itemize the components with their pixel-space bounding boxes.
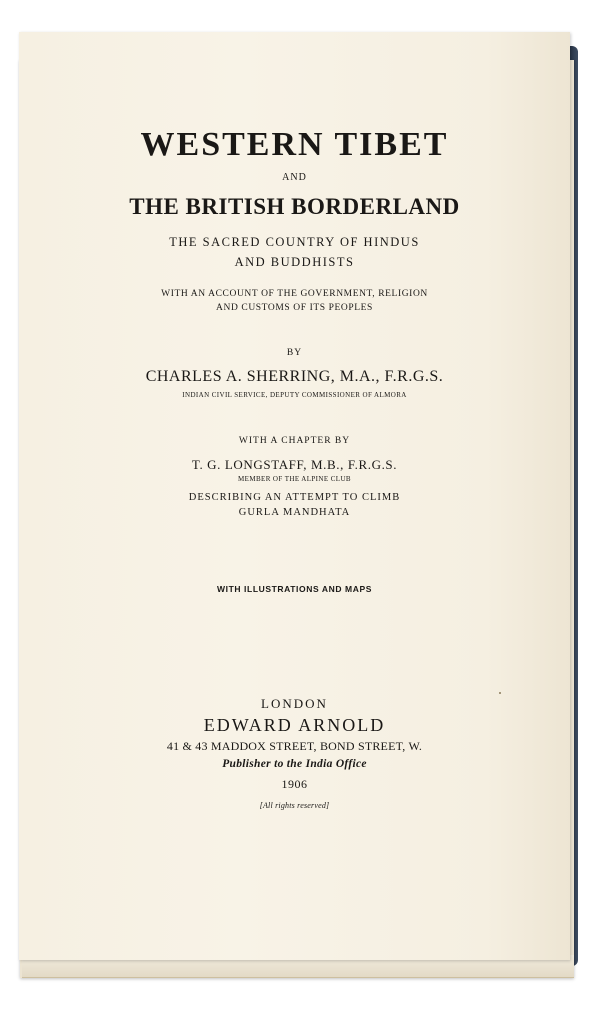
chapter-by-label: WITH A CHAPTER BY — [238, 436, 351, 446]
account-line-1: WITH AN ACCOUNT OF THE GOVERNMENT, RELIGION — [161, 289, 428, 299]
author-name: CHARLES A. SHERRING, M.A., F.R.G.S. — [145, 368, 444, 385]
description-line-2: AND BUDDHISTS — [234, 255, 355, 269]
illustrations-note: WITH ILLUSTRATIONS AND MAPS — [216, 584, 373, 594]
publisher-note: Publisher to the India Office — [222, 758, 367, 770]
book-subtitle: THE BRITISH BORDERLAND — [129, 194, 460, 219]
publication-place: LONDON — [261, 696, 328, 711]
by-label: BY — [286, 348, 303, 358]
paper-speck — [499, 692, 501, 694]
title-conjunction: AND — [282, 172, 307, 183]
publisher-name: EDWARD ARNOLD — [203, 715, 386, 735]
publication-year: 1906 — [281, 777, 308, 791]
publisher-address: 41 & 43 MADDOX STREET, BOND STREET, W. — [166, 739, 423, 753]
contributor-name: T. G. LONGSTAFF, M.B., F.R.G.S. — [191, 457, 398, 472]
chapter-description-line-1: DESCRIBING AN ATTEMPT TO CLIMB — [188, 492, 401, 503]
contributor-role: MEMBER OF THE ALPINE CLUB — [238, 475, 351, 483]
rights-notice: [All rights reserved] — [259, 801, 330, 810]
title-page — [19, 32, 570, 960]
chapter-description-line-2: GURLA MANDHATA — [238, 507, 351, 518]
description-line-1: THE SACRED COUNTRY OF HINDUS — [169, 235, 420, 249]
account-line-2: AND CUSTOMS OF ITS PEOPLES — [216, 303, 373, 313]
book-title: WESTERN TIBET — [140, 126, 449, 163]
author-role: INDIAN CIVIL SERVICE, DEPUTY COMMISSIONER OF ALMORA — [182, 391, 407, 399]
